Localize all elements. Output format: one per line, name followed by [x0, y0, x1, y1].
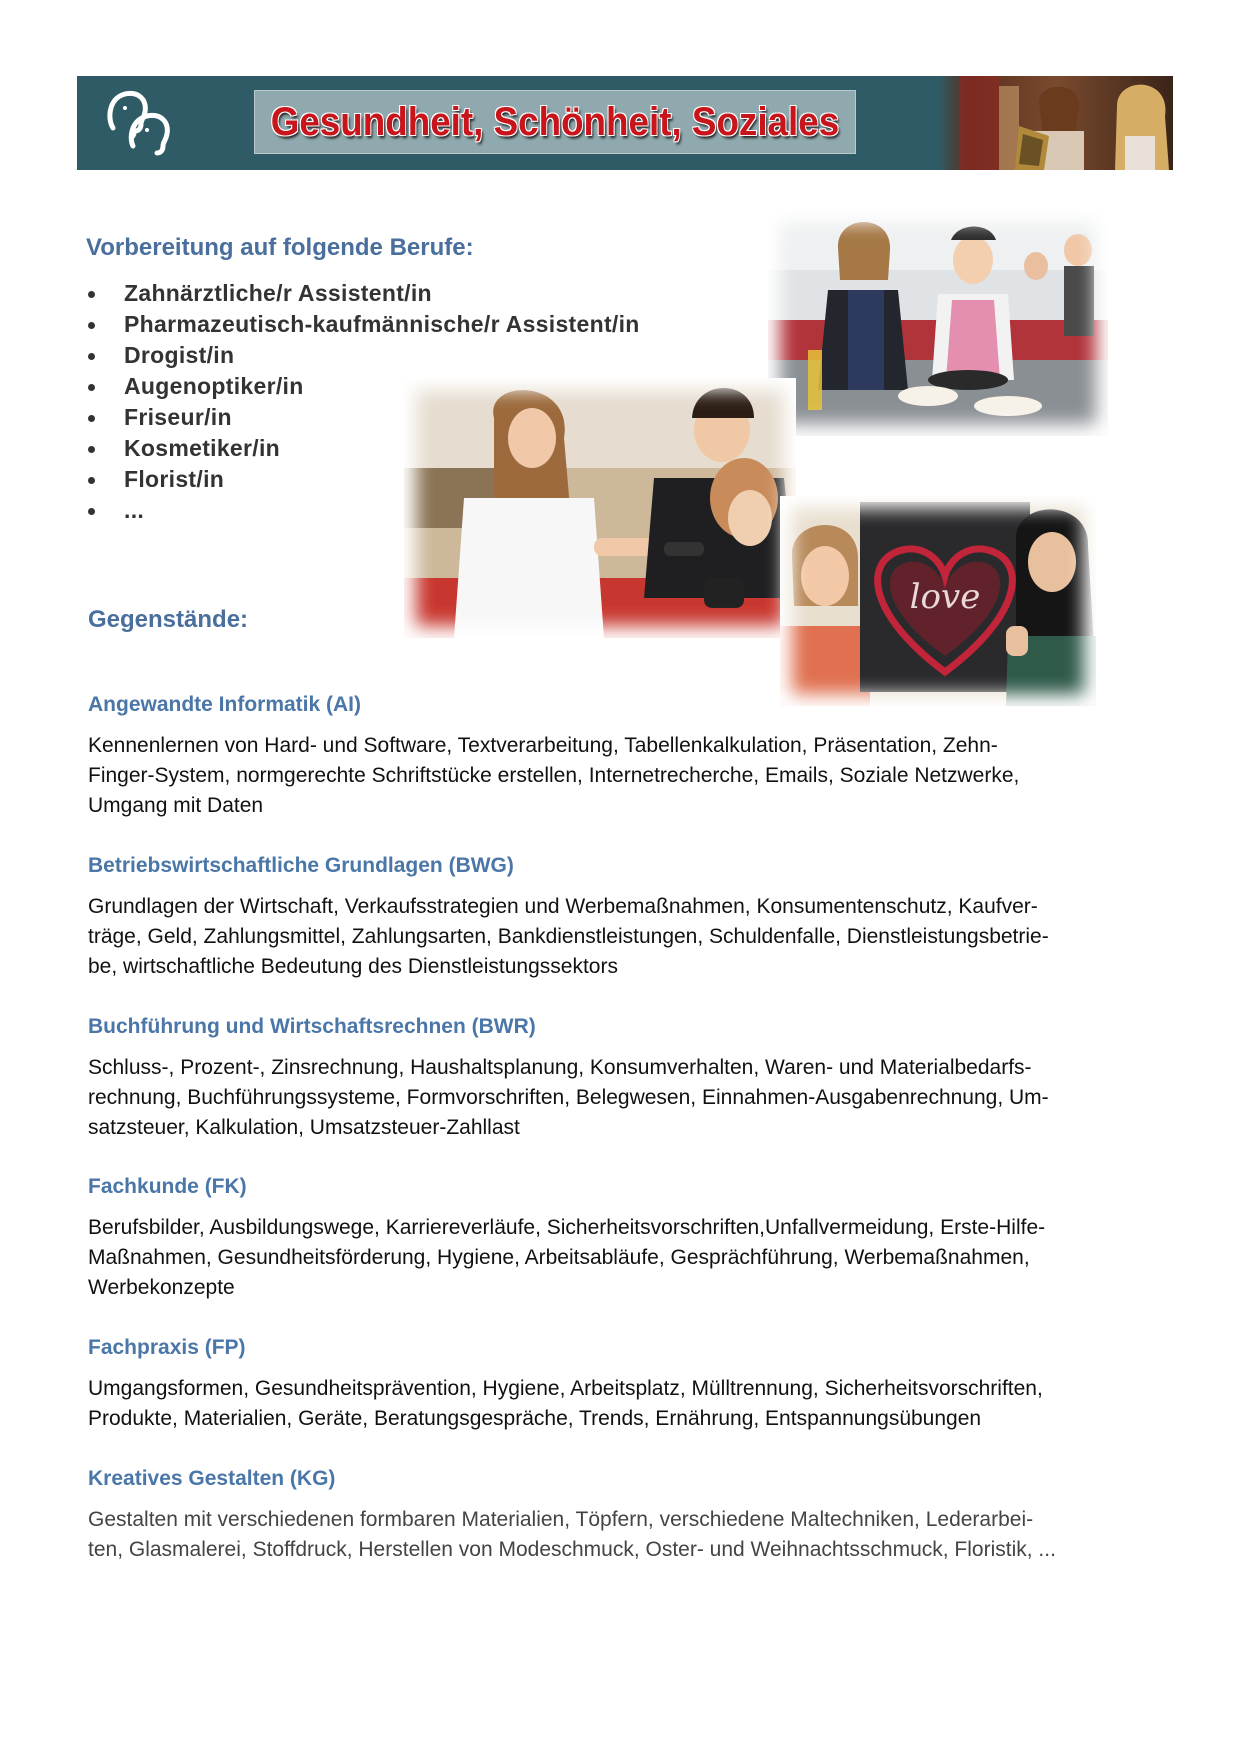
text-line: Finger-System, normgerechte Schriftstücke erstellen, Internetrecherche, Emails, Soziale Netzwerke, — [88, 764, 1020, 787]
bullet-icon — [88, 384, 95, 391]
bullet-icon — [88, 353, 95, 360]
subject-title: Betriebswirtschaftliche Grundlagen (BWG) — [88, 854, 514, 877]
shopping-photo — [939, 76, 1173, 170]
subject-description — [88, 1505, 1150, 1565]
list-item — [86, 371, 640, 402]
text-line: satzsteuer, Kalkulation, Umsatzsteuer-Zahllast — [88, 1116, 520, 1139]
list-item — [86, 464, 640, 495]
prep-heading: Vorbereitung auf folgende Berufe: — [86, 234, 474, 261]
text-line: träge, Geld, Zahlungsmittel, Zahlungsarten, Bankdienstleistungen, Schuldenfalle, Dienstleistungsbetrie- — [88, 925, 1049, 948]
kitchen-photo — [768, 210, 1108, 436]
list-item — [86, 402, 640, 433]
subject-description — [88, 1213, 1150, 1303]
text-line: Umgang mit Daten — [88, 794, 264, 817]
subject-title: Buchführung und Wirtschaftsrechnen (BWR) — [88, 1015, 536, 1038]
text-line: Umgangsformen, Gesundheitsprävention, Hygiene, Arbeitsplatz, Mülltrennung, Sicherheitsvorschriften, — [88, 1377, 1043, 1400]
text-line: ten, Glasmalerei, Stoffdruck, Herstellen von Modeschmuck, Oster- und Weihnachtsschmuck, Floristik, ... — [88, 1538, 1056, 1561]
bullet-icon — [88, 415, 95, 422]
banner-title-box — [254, 90, 856, 154]
banner-title: Gesundheit, Schönheit, Soziales — [270, 99, 840, 144]
text-line: Schluss-, Prozent-, Zinsrechnung, Haushaltsplanung, Konsumverhalten, Waren- und Materialbedarfs- — [88, 1056, 1032, 1079]
profession-label: Augenoptiker/in — [124, 373, 304, 399]
profession-label: Kosmetiker/in — [124, 435, 281, 461]
profession-label: Pharmazeutisch-kaufmännische/r Assistent/in — [124, 311, 640, 337]
two-faces-icon — [103, 88, 175, 158]
subject-description — [88, 1053, 1150, 1143]
text-line: rechnung, Buchführungssysteme, Formvorschriften, Belegwesen, Einnahmen-Ausgabenrechnung, Um- — [88, 1086, 1049, 1109]
subject-title: Kreatives Gestalten (KG) — [88, 1467, 336, 1490]
bullet-icon — [88, 508, 95, 515]
header-banner — [77, 76, 1173, 170]
subject-description — [88, 731, 1150, 821]
text-line: Gestalten mit verschiedenen formbaren Materialien, Töpfern, verschiedene Maltechniken, Lederarbei- — [88, 1508, 1034, 1531]
love-sign-photo — [780, 496, 1096, 706]
profession-label: ... — [124, 497, 145, 523]
profession-label: Zahnärztliche/r Assistent/in — [124, 280, 432, 306]
subject-description — [88, 892, 1150, 982]
text-line: Grundlagen der Wirtschaft, Verkaufsstrategien und Werbemaßnahmen, Konsumentenschutz, Kaufver- — [88, 895, 1038, 918]
bullet-icon — [88, 477, 95, 484]
subject-title: Fachkunde (FK) — [88, 1175, 247, 1198]
text-line: Kennenlernen von Hard- und Software, Textverarbeitung, Tabellenkalkulation, Präsentation, Zehn- — [88, 734, 998, 757]
text-line: Produkte, Materialien, Geräte, Beratungsgespräche, Trends, Ernährung, Entspannungsübungen — [88, 1407, 982, 1430]
list-item — [86, 340, 640, 371]
profession-label: Friseur/in — [124, 404, 232, 430]
profession-label: Drogist/in — [124, 342, 235, 368]
text-line: Werbekonzepte — [88, 1276, 235, 1299]
subject-description — [88, 1374, 1150, 1434]
bullet-icon — [88, 291, 95, 298]
subject-title: Fachpraxis (FP) — [88, 1336, 246, 1359]
list-item — [86, 278, 640, 309]
text-line: Berufsbilder, Ausbildungswege, Karriereverläufe, Sicherheitsvorschriften,Unfallvermeidung, Erste-Hilfe- — [88, 1216, 1046, 1239]
text-line: Maßnahmen, Gesundheitsförderung, Hygiene, Arbeitsabläufe, Gesprächführung, Werbemaßnahmen, — [88, 1246, 1030, 1269]
subjects-heading: Gegenstände: — [88, 606, 249, 633]
bullet-icon — [88, 446, 95, 453]
profession-list — [86, 278, 640, 526]
list-item — [86, 495, 640, 526]
profession-label: Florist/in — [124, 466, 225, 492]
list-item — [86, 433, 640, 464]
subject-title: Angewandte Informatik (AI) — [88, 693, 362, 716]
love-sign-text: love — [909, 577, 981, 617]
text-line: be, wirtschaftliche Bedeutung des Dienstleistungssektors — [88, 955, 618, 978]
list-item — [86, 309, 640, 340]
bullet-icon — [88, 322, 95, 329]
